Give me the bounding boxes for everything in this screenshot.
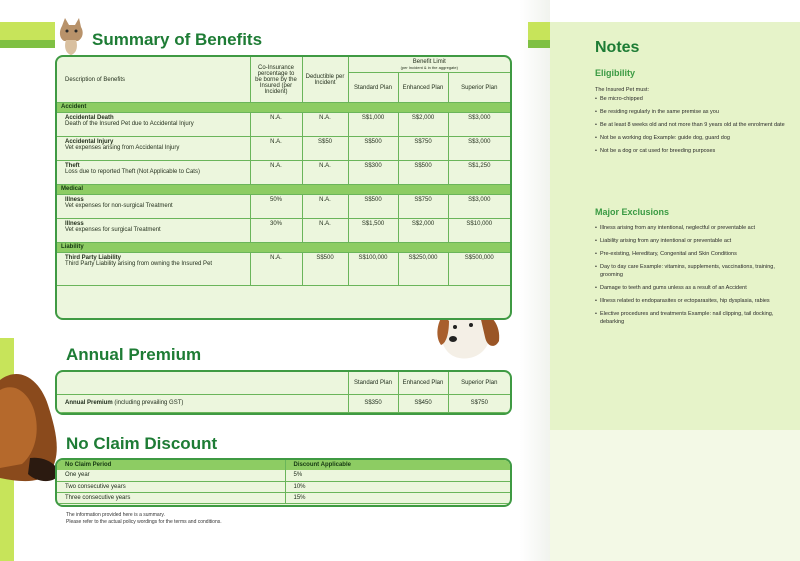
annual-superior-value: S$750 — [448, 394, 510, 412]
standard-value: S$500 — [348, 137, 398, 161]
no-claim-title: No Claim Discount — [66, 434, 218, 453]
superior-value: S$500,000 — [448, 253, 510, 286]
standard-value: S$100,000 — [348, 253, 398, 286]
coinsurance-value: 50% — [250, 195, 302, 219]
eligibility-list — [595, 95, 785, 160]
enhanced-value: S$2,000 — [398, 219, 448, 243]
benefit-detail: Third Party Liability arising from owning the Insured Pet — [65, 261, 213, 267]
superior-value: S$10,000 — [448, 219, 510, 243]
list-item: • Be residing regularly in the same premise as you — [595, 108, 785, 116]
superior-value: S$1,250 — [448, 161, 510, 185]
list-item: • Be at least 8 weeks old and not more than 9 years old at the enrolment date — [595, 121, 785, 129]
table-row — [57, 113, 510, 137]
superior-value: S$3,000 — [448, 113, 510, 137]
table-row — [57, 219, 510, 243]
table-row — [57, 253, 510, 286]
annual-header-standard: Standard Plan — [348, 372, 398, 394]
benefit-description — [57, 219, 250, 243]
dog-illustration-left — [0, 360, 62, 485]
annual-enhanced-value: S$450 — [398, 394, 448, 412]
annual-standard-value: S$350 — [348, 394, 398, 412]
benefit-detail: Vet expenses for non-surgical Treatment — [65, 203, 173, 209]
decor-stripe-green-right — [528, 40, 550, 48]
no-claim-discount: 5% — [285, 470, 510, 481]
coinsurance-value: N.A. — [250, 161, 302, 185]
deductible-value: N.A. — [302, 195, 348, 219]
no-claim-period: Three consecutive years — [57, 492, 285, 503]
benefit-detail: Vet expenses arising from Accidental Injury — [65, 145, 180, 151]
benefit-name: Theft — [65, 163, 80, 169]
enhanced-value: S$750 — [398, 137, 448, 161]
annual-premium-label-rest: (including prevailing GST) — [112, 400, 184, 406]
standard-value: S$300 — [348, 161, 398, 185]
header-benefit-limit — [348, 57, 510, 73]
cat-illustration — [56, 16, 86, 56]
standard-value: S$1,000 — [348, 113, 398, 137]
benefit-description — [57, 113, 250, 137]
table-row — [57, 394, 510, 412]
annual-premium-box — [55, 370, 512, 415]
category-medical: Medical — [57, 185, 510, 195]
table-row — [57, 481, 510, 492]
page-fold — [520, 0, 550, 561]
coinsurance-value: 30% — [250, 219, 302, 243]
category-liability: Liability — [57, 243, 510, 253]
enhanced-value: S$250,000 — [398, 253, 448, 286]
benefit-description — [57, 195, 250, 219]
list-item: • Be micro-chipped — [595, 95, 785, 103]
table-row — [57, 470, 510, 481]
table-row — [57, 195, 510, 219]
list-item: • Illness related to endoparasites or ectoparasites, hip dysplasia, rabies — [595, 297, 785, 305]
footnote — [66, 512, 222, 526]
exclusions-list — [595, 224, 785, 331]
header-standard-plan: Standard Plan — [348, 73, 398, 103]
coinsurance-value: N.A. — [250, 113, 302, 137]
benefit-name: Illness — [65, 197, 84, 203]
benefit-detail: Loss due to reported Theft (Not Applicable to Cats) — [65, 169, 200, 175]
benefit-name: Illness — [65, 221, 84, 227]
coinsurance-value: N.A. — [250, 253, 302, 286]
annual-header-enhanced: Enhanced Plan — [398, 372, 448, 394]
header-deductible: Deductible per Incident — [302, 57, 348, 103]
category-row-accident — [57, 103, 510, 113]
enhanced-value: S$2,000 — [398, 113, 448, 137]
summary-table-box — [55, 55, 512, 320]
annual-premium-label — [57, 394, 348, 412]
table-row — [57, 161, 510, 185]
benefit-name: Accidental Death — [65, 115, 114, 121]
notes-panel-lower — [550, 430, 800, 561]
list-item: • Not be a dog or cat used for breeding purposes — [595, 147, 785, 155]
table-row — [57, 137, 510, 161]
benefit-name: Third Party Liability — [65, 255, 122, 261]
annual-premium-label-bold: Annual Premium — [65, 400, 113, 406]
deductible-value: N.A. — [302, 113, 348, 137]
enhanced-value: S$500 — [398, 161, 448, 185]
category-accident: Accident — [57, 103, 510, 113]
list-item: • Elective procedures and treatments Example: nail clipping, tail docking, debarking — [595, 310, 785, 326]
enhanced-value: S$750 — [398, 195, 448, 219]
list-item: • Pre-existing, Hereditary, Congenital and Skin Conditions — [595, 250, 785, 258]
exclusions-title: Major Exclusions — [595, 207, 670, 217]
header-enhanced-plan: Enhanced Plan — [398, 73, 448, 103]
deductible-value: S$50 — [302, 137, 348, 161]
list-item: • Damage to teeth and gums unless as a result of an Accident — [595, 284, 785, 292]
category-row-medical — [57, 185, 510, 195]
no-claim-discount: 15% — [285, 492, 510, 503]
header-coinsurance: Co-Insurance percentage to be borne by the Insured (per Incident) — [250, 57, 302, 103]
no-claim-header-period: No Claim Period — [57, 460, 285, 470]
benefit-detail: Vet expenses for surgical Treatment — [65, 227, 161, 233]
annual-premium-table — [57, 372, 510, 413]
footnote-line-1: The information provided here is a summary. — [66, 512, 165, 518]
decor-stripe-lime-right — [528, 22, 550, 40]
eligibility-intro: The Insured Pet must: — [595, 87, 650, 93]
benefit-description — [57, 253, 250, 286]
benefit-detail: Death of the Insured Pet due to Accidental Injury — [65, 121, 194, 127]
annual-header-superior: Superior Plan — [448, 372, 510, 394]
superior-value: S$3,000 — [448, 195, 510, 219]
eligibility-title: Eligibility — [595, 68, 636, 78]
no-claim-table — [57, 460, 510, 504]
decor-stripe-lime — [0, 22, 55, 40]
header-superior-plan: Superior Plan — [448, 73, 510, 103]
deductible-value: N.A. — [302, 219, 348, 243]
benefit-name: Accidental Injury — [65, 139, 114, 145]
no-claim-discount: 10% — [285, 481, 510, 492]
coinsurance-value: N.A. — [250, 137, 302, 161]
standard-value: S$1,500 — [348, 219, 398, 243]
summary-title: Summary of Benefits — [92, 30, 263, 49]
annual-header-blank — [57, 372, 348, 394]
no-claim-header-discount: Discount Applicable — [285, 460, 510, 470]
annual-premium-title: Annual Premium — [66, 345, 202, 364]
deductible-value: S$500 — [302, 253, 348, 286]
benefit-limit-note: (per Incident & in the aggregate) — [400, 65, 458, 70]
no-claim-period: One year — [57, 470, 285, 481]
decor-stripe-green — [0, 40, 55, 48]
benefit-description — [57, 137, 250, 161]
footnote-line-2: Please refer to the actual policy wordings for the terms and conditions. — [66, 519, 222, 525]
table-row — [57, 492, 510, 503]
benefit-limit-label: Benefit Limit — [412, 59, 446, 65]
summary-table — [57, 57, 510, 286]
standard-value: S$500 — [348, 195, 398, 219]
category-row-liability — [57, 243, 510, 253]
deductible-value: N.A. — [302, 161, 348, 185]
no-claim-period: Two consecutive years — [57, 481, 285, 492]
list-item: • Not be a working dog Example: guide dog, guard dog — [595, 134, 785, 142]
list-item: • Illness arising from any intentional, neglectful or preventable act — [595, 224, 785, 232]
list-item: • Liability arising from any intentional or preventable act — [595, 237, 785, 245]
header-description: Description of Benefits — [57, 57, 250, 103]
no-claim-box — [55, 458, 512, 507]
superior-value: S$3,000 — [448, 137, 510, 161]
list-item: • Day to day care Example: vitamins, supplements, vaccinations, training, grooming — [595, 263, 785, 279]
benefit-description — [57, 161, 250, 185]
notes-title: Notes — [595, 39, 640, 56]
